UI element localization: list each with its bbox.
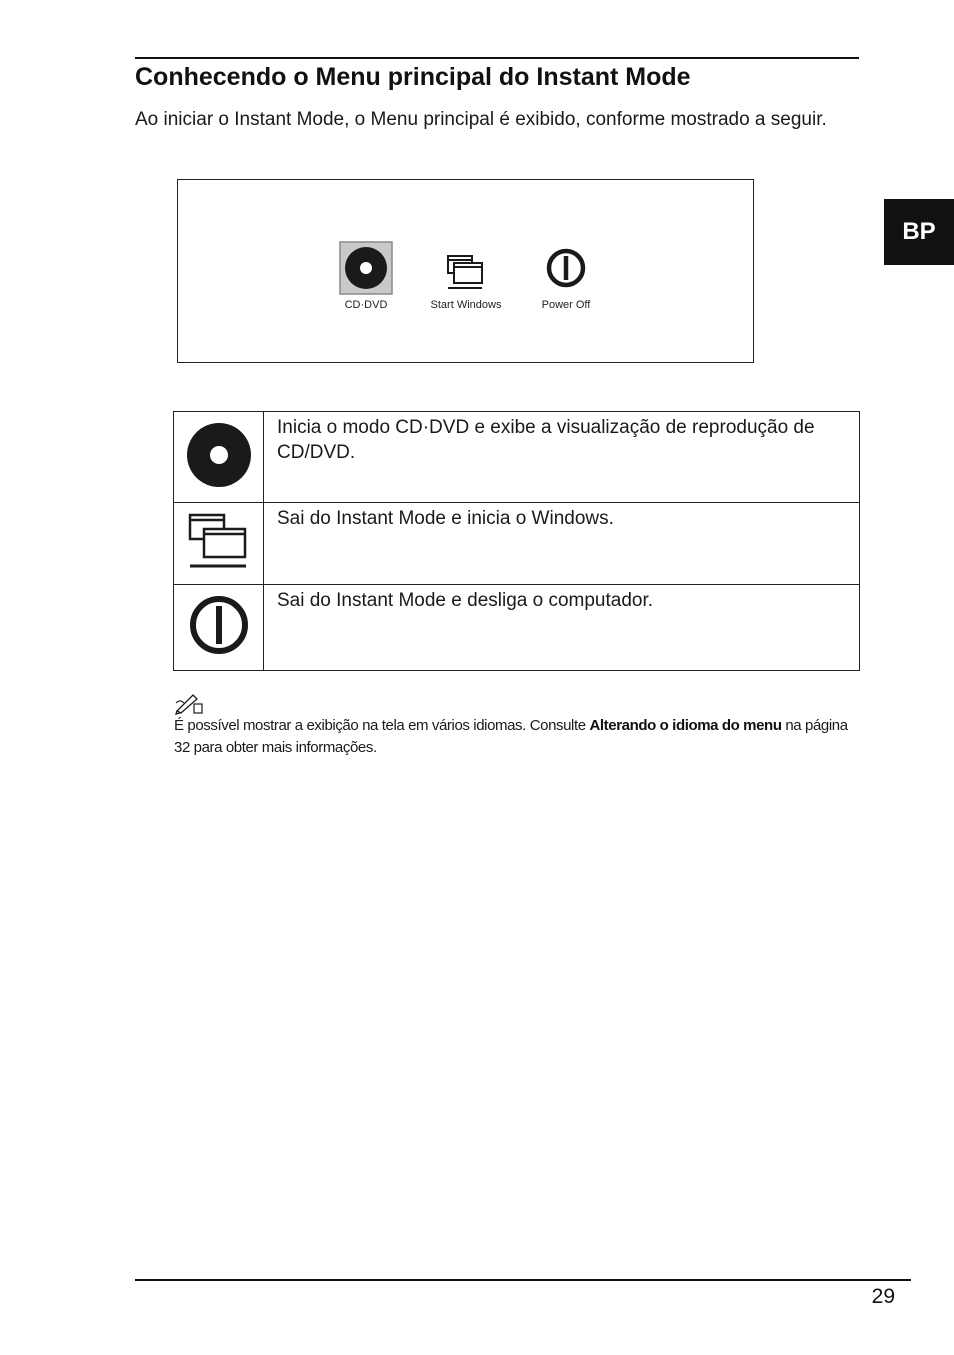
power-icon xyxy=(539,241,593,295)
row-description: Sai do Instant Mode e inicia o Windows. xyxy=(264,503,860,585)
menu-label-power-off: Power Off xyxy=(541,299,591,311)
language-tab xyxy=(884,199,954,265)
intro-paragraph: Ao iniciar o Instant Mode, o Menu principal é exibido, conforme mostrado a seguir. xyxy=(135,109,827,130)
table-row xyxy=(174,585,860,671)
cd-dvd-icon xyxy=(185,421,253,489)
power-icon xyxy=(186,592,252,658)
table-row xyxy=(174,412,860,503)
windows-icon xyxy=(187,512,251,570)
menu-label-start-windows: Start Windows xyxy=(430,299,502,311)
page-number: 29 xyxy=(871,1285,895,1308)
cd-dvd-icon xyxy=(339,241,393,295)
menu-item-start-windows[interactable] xyxy=(411,241,521,311)
menu-label-cd-dvd: CD·DVD xyxy=(344,299,388,311)
note-reference: Alterando o idioma do menu xyxy=(589,717,782,734)
bottom-rule xyxy=(135,1279,911,1281)
row-description: Inicia o modo CD·DVD e exibe a visualização de reprodução de CD/DVD. xyxy=(264,412,860,503)
note-block xyxy=(174,691,864,759)
menu-item-cd-dvd[interactable] xyxy=(311,241,421,311)
page-title: Conhecendo o Menu principal do Instant Mode xyxy=(135,63,691,91)
icon-description-table xyxy=(173,411,860,671)
top-rule xyxy=(135,57,859,59)
windows-icon xyxy=(439,241,493,295)
note-pencil-icon xyxy=(174,691,204,715)
table-row xyxy=(174,503,860,585)
note-text: É possível mostrar a exibição na tela em vários idiomas. Consulte Alterando o idioma do menu na página 32 para obter mais informações. xyxy=(174,717,848,756)
instant-mode-menu-screenshot xyxy=(177,179,754,363)
row-description: Sai do Instant Mode e desliga o computador. xyxy=(264,585,860,671)
menu-item-power-off[interactable] xyxy=(511,241,621,311)
language-tab-label: BP xyxy=(902,218,936,245)
